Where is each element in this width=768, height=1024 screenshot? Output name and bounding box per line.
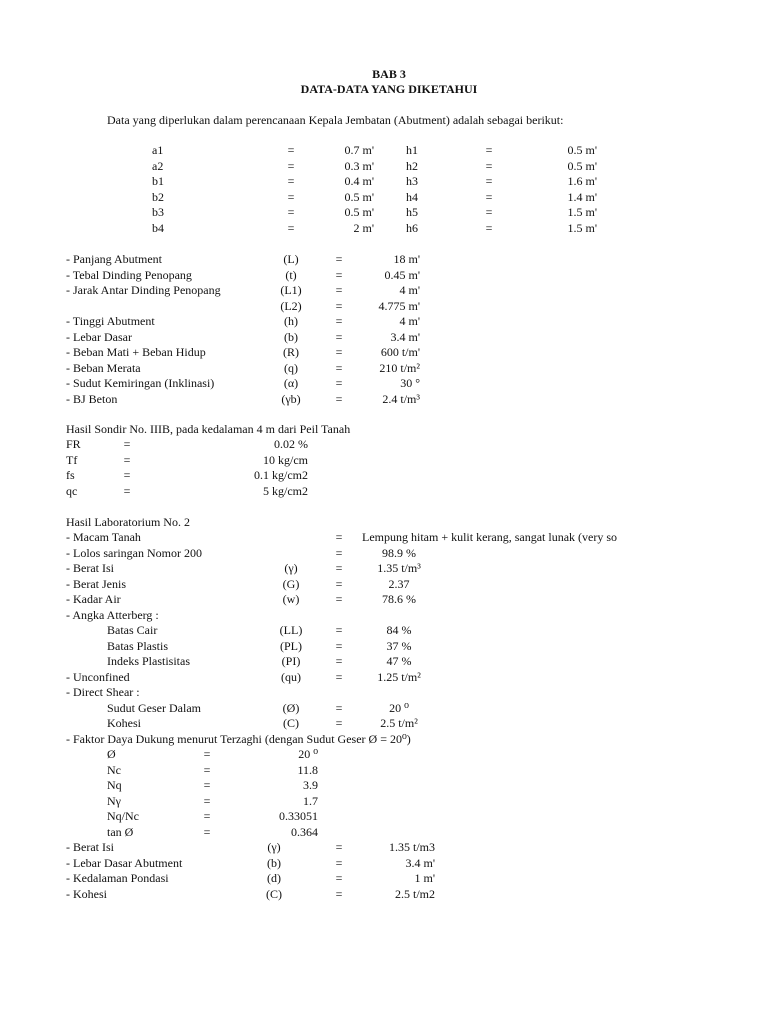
- factor-value: 11.8: [297, 762, 318, 777]
- lab-label: Kohesi: [107, 716, 141, 730]
- lab-symbol: (C): [283, 716, 299, 730]
- equals-sign: =: [335, 840, 343, 854]
- equals-sign: =: [287, 189, 295, 204]
- summary-label: - Kedalaman Pondasi: [66, 871, 169, 885]
- param-value: 2.4 t/m³: [382, 391, 420, 406]
- param-symbol: (R): [283, 345, 299, 359]
- param-symbol: (α): [283, 376, 299, 390]
- sondir-value: 10 kg/cm: [263, 452, 308, 467]
- equals-sign: =: [485, 174, 493, 188]
- param-label: - Jarak Antar Dinding Penopang: [66, 283, 221, 297]
- factor-label: Nq: [107, 778, 122, 792]
- dim-label: b4: [152, 220, 164, 235]
- param-label: - Lebar Dasar: [66, 329, 132, 344]
- summary-value: 1.35 t/m3: [388, 840, 435, 854]
- param-label: - Beban Mati + Beban Hidup: [66, 345, 206, 359]
- dim-value: 0.7 m': [344, 143, 374, 157]
- param-value: 3.4 m': [390, 329, 420, 344]
- dim-value: 2 m': [353, 220, 374, 235]
- dim-label: b2: [152, 189, 164, 204]
- sondir-value: 5 kg/cm2: [263, 483, 308, 498]
- param-symbol: (L2): [280, 298, 302, 313]
- factor-value: 1.7: [303, 793, 318, 808]
- equals-sign: =: [485, 220, 493, 235]
- equals-sign: =: [335, 545, 343, 560]
- equals-sign: =: [335, 700, 343, 715]
- lab-value: 37 %: [386, 638, 412, 653]
- dim-value: 0.4 m': [344, 174, 374, 188]
- param-label: - Sudut Kemiringan (Inklinasi): [66, 376, 215, 390]
- equals-sign: =: [485, 143, 493, 157]
- summary-symbol: (d): [267, 871, 281, 885]
- chapter-label: BAB 3: [372, 67, 406, 81]
- summary-value: 2.5 t/m2: [394, 886, 435, 901]
- lab-value: 2.5 t/m²: [380, 716, 418, 730]
- equals-sign: =: [335, 376, 343, 390]
- equals-sign: =: [335, 391, 343, 406]
- summary-label: - Berat Isi: [66, 840, 114, 854]
- lab-label: Indeks Plastisitas: [107, 654, 190, 668]
- equals-sign: =: [485, 158, 493, 173]
- equals-sign: =: [123, 437, 131, 451]
- lab-label: - Direct Shear :: [66, 685, 140, 699]
- lab-symbol: (PL): [280, 638, 302, 653]
- param-value: 4.775 m': [378, 298, 420, 313]
- factor-label: Nγ: [107, 793, 121, 808]
- lab-label: Batas Plastis: [107, 638, 169, 653]
- dim-value: 1.4 m': [567, 189, 597, 204]
- lab-value: 47 %: [386, 654, 412, 668]
- sondir-value: 0.02 %: [274, 437, 308, 451]
- equals-sign: =: [123, 452, 131, 467]
- lab-label: Batas Cair: [107, 623, 158, 637]
- equals-sign: =: [335, 638, 343, 653]
- dim-label: a2: [152, 158, 164, 173]
- param-symbol: (t): [285, 267, 297, 282]
- equals-sign: =: [485, 189, 493, 204]
- equals-sign: =: [335, 252, 343, 266]
- sondir-label: fs: [66, 468, 75, 482]
- equals-sign: =: [123, 468, 131, 482]
- lab-symbol: (G): [282, 576, 300, 591]
- param-symbol: (b): [284, 329, 298, 344]
- dim-label: a1: [152, 143, 164, 157]
- sondir-label: FR: [66, 437, 81, 451]
- dim-value: 0.5 m': [567, 143, 597, 157]
- equals-sign: =: [335, 886, 343, 901]
- param-value: 0.45 m': [384, 267, 420, 282]
- equals-sign: =: [203, 747, 211, 761]
- param-symbol: (q): [284, 360, 298, 375]
- equals-sign: =: [335, 871, 343, 885]
- lab-label: - Lolos saringan Nomor 200: [66, 545, 202, 560]
- param-symbol: (L1): [280, 283, 302, 297]
- param-label: - BJ Beton: [66, 391, 118, 406]
- lab-symbol: (PI): [281, 654, 301, 668]
- param-symbol: (L): [283, 252, 299, 266]
- param-symbol: (γb): [281, 391, 301, 406]
- lab-symbol: (LL): [279, 623, 303, 637]
- param-value: 18 m': [393, 252, 420, 266]
- dim-label: b3: [152, 205, 164, 219]
- equals-sign: =: [335, 360, 343, 375]
- lab-label: - Unconfined: [66, 669, 130, 684]
- terzaghi-heading: - Faktor Daya Dukung menurut Terzaghi (dengan Sudut Geser Ø = 20⁰): [66, 732, 411, 746]
- equals-sign: =: [335, 283, 343, 297]
- equals-sign: =: [335, 669, 343, 684]
- sondir-heading: Hasil Sondir No. IIIB, pada kedalaman 4 m dari Peil Tanah: [66, 422, 351, 436]
- lab-symbol: (Ø): [282, 700, 300, 715]
- equals-sign: =: [203, 762, 211, 777]
- lab-value: 1.25 t/m²: [377, 669, 421, 684]
- lab-label: - Macam Tanah: [66, 530, 141, 544]
- param-label: - Tebal Dinding Penopang: [66, 267, 192, 282]
- param-label: - Beban Merata: [66, 360, 141, 375]
- dim-label: h4: [406, 189, 418, 204]
- factor-label: Ø: [107, 747, 116, 761]
- lab-value: 98.9 %: [382, 545, 416, 560]
- factor-value: 3.9: [303, 778, 318, 792]
- equals-sign: =: [335, 576, 343, 591]
- dim-value: 1.5 m': [567, 220, 597, 235]
- equals-sign: =: [335, 345, 343, 359]
- equals-sign: =: [287, 205, 295, 219]
- equals-sign: =: [335, 314, 343, 328]
- equals-sign: =: [335, 623, 343, 637]
- equals-sign: =: [203, 824, 211, 839]
- param-value: 4 m': [399, 314, 420, 328]
- lab-heading: Hasil Laboratorium No. 2: [66, 515, 190, 529]
- sondir-value: 0.1 kg/cm2: [254, 468, 308, 482]
- lab-symbol: (γ): [284, 561, 298, 575]
- dim-value: 0.3 m': [344, 158, 374, 173]
- summary-label: - Kohesi: [66, 886, 107, 901]
- equals-sign: =: [287, 174, 295, 188]
- param-label: - Panjang Abutment: [66, 252, 162, 266]
- dim-label: h1: [406, 143, 418, 157]
- summary-value: 3.4 m': [405, 855, 435, 870]
- param-value: 210 t/m²: [379, 360, 420, 375]
- dim-label: h3: [406, 174, 418, 188]
- factor-label: Nc: [107, 762, 121, 777]
- param-value: 30 °: [400, 376, 420, 390]
- param-value: 600 t/m': [380, 345, 420, 359]
- param-label: - Tinggi Abutment: [66, 314, 155, 328]
- lab-value: Lempung hitam + kulit kerang, sangat lunak (very so: [362, 530, 618, 544]
- equals-sign: =: [335, 298, 343, 313]
- lab-label: Sudut Geser Dalam: [107, 700, 201, 715]
- intro-text: Data yang diperlukan dalam perencanaan Kepala Jembatan (Abutment) adalah sebagai berikut:: [107, 113, 564, 127]
- summary-symbol: (γ): [267, 840, 281, 854]
- dim-value: 0.5 m': [344, 189, 374, 204]
- param-value: 4 m': [399, 283, 420, 297]
- lab-label: - Berat Isi: [66, 561, 114, 575]
- dim-label: h5: [406, 205, 418, 219]
- factor-value: 0.364: [291, 824, 318, 839]
- dim-label: h6: [406, 220, 418, 235]
- lab-label: - Berat Jenis: [66, 576, 126, 591]
- equals-sign: =: [335, 267, 343, 282]
- equals-sign: =: [335, 855, 343, 870]
- param-symbol: (h): [284, 314, 298, 328]
- dim-value: 0.5 m': [567, 158, 597, 173]
- sondir-label: qc: [66, 483, 78, 498]
- equals-sign: =: [335, 654, 343, 668]
- lab-value: 1.35 t/m³: [377, 561, 421, 575]
- dim-value: 0.5 m': [344, 205, 374, 219]
- equals-sign: =: [203, 778, 211, 792]
- lab-label: - Angka Atterberg :: [66, 607, 159, 622]
- factor-value: 0.33051: [279, 809, 318, 823]
- equals-sign: =: [335, 592, 343, 606]
- dim-value: 1.5 m': [567, 205, 597, 219]
- equals-sign: =: [287, 143, 295, 157]
- equals-sign: =: [335, 530, 343, 544]
- lab-value: 78.6 %: [382, 592, 416, 606]
- dim-label: b1: [152, 174, 164, 188]
- equals-sign: =: [203, 793, 211, 808]
- lab-symbol: (qu): [281, 669, 301, 684]
- factor-label: Nq/Nc: [107, 809, 139, 823]
- equals-sign: =: [335, 329, 343, 344]
- summary-symbol: (b): [267, 855, 281, 870]
- chapter-title: DATA-DATA YANG DIKETAHUI: [300, 82, 478, 96]
- equals-sign: =: [335, 716, 343, 730]
- lab-label: - Kadar Air: [66, 592, 121, 606]
- equals-sign: =: [335, 561, 343, 575]
- lab-value: 20 ⁰: [389, 700, 409, 715]
- equals-sign: =: [485, 205, 493, 219]
- summary-symbol: (C): [266, 886, 282, 901]
- equals-sign: =: [203, 809, 211, 823]
- lab-value: 2.37: [388, 576, 410, 591]
- dim-label: h2: [406, 158, 418, 173]
- summary-value: 1 m': [414, 871, 435, 885]
- lab-value: 84 %: [386, 623, 412, 637]
- lab-symbol: (w): [282, 592, 300, 606]
- factor-label: tan Ø: [107, 824, 134, 839]
- summary-label: - Lebar Dasar Abutment: [66, 855, 183, 870]
- factor-value: 20 ⁰: [298, 747, 318, 761]
- equals-sign: =: [287, 158, 295, 173]
- sondir-label: Tf: [66, 452, 78, 467]
- dim-value: 1.6 m': [567, 174, 597, 188]
- equals-sign: =: [287, 220, 295, 235]
- equals-sign: =: [123, 483, 131, 498]
